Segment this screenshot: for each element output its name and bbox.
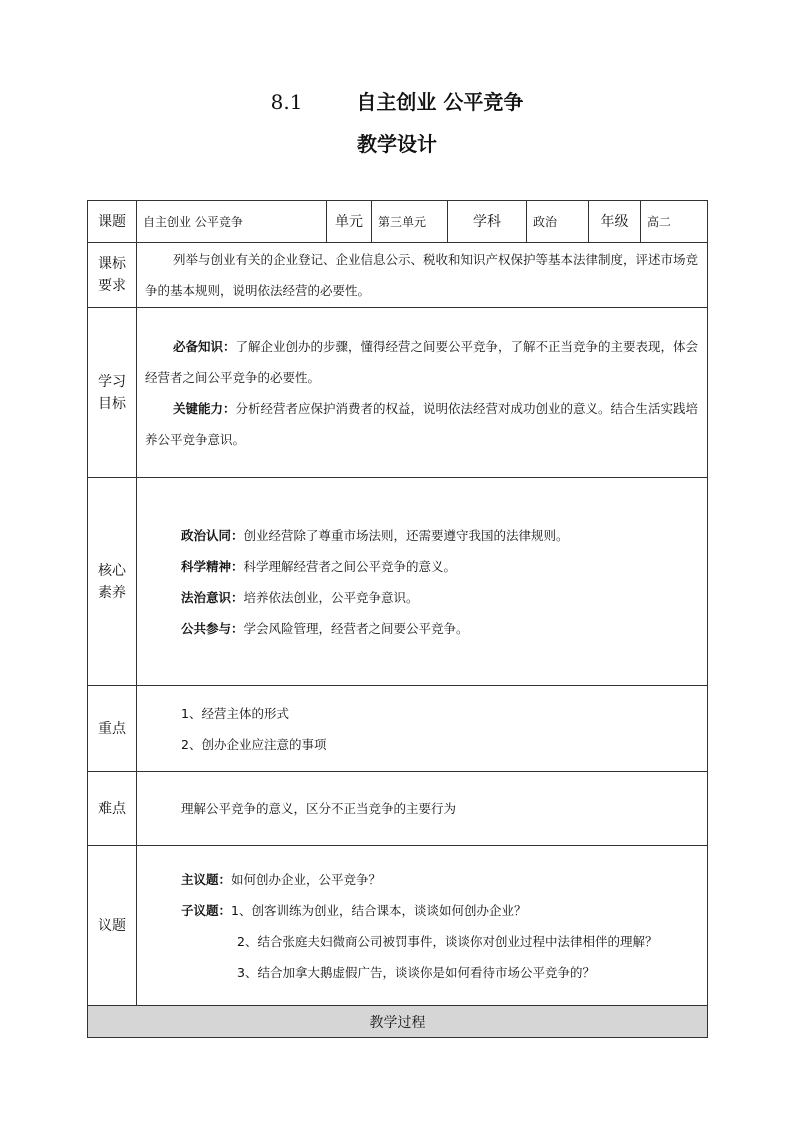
teaching-process-header: 教学过程 [88, 1006, 708, 1038]
literacy-item-text: 创业经营除了尊重市场法则，还需要遵守我国的法律规则。 [243, 527, 569, 543]
literacy-item-text: 培养依法创业，公平竞争意识。 [243, 589, 419, 605]
goals-row [88, 308, 708, 478]
key-points-label: 重点 [88, 686, 137, 772]
lesson-plan-table [87, 200, 708, 1038]
standard-label-line-2: 要求 [98, 278, 126, 294]
section-number: 8.1 [270, 90, 303, 114]
topic-value: 自主创业 公平竞争 [137, 201, 327, 243]
literacy-item-label: 政治认同： [181, 527, 244, 543]
goals-label [88, 308, 137, 478]
standard-row [88, 243, 708, 308]
difficulty-label: 难点 [88, 772, 137, 846]
document-title [0, 86, 794, 115]
grade-label: 年级 [589, 201, 641, 243]
standard-text: 列举与创业有关的企业登记、企业信息公示、税收和知识产权保护等基本法律制度，评述市场竞争的基本规则，说明依法经营的必要性。 [145, 252, 699, 298]
knowledge-text: 了解企业创办的步骤，懂得经营之间要公平竞争，了解不正当竞争的主要表现，体会经营者之间公平竞争的必要性。 [145, 338, 699, 385]
standard-cell [137, 243, 708, 308]
goals-label-line-2: 目标 [98, 395, 126, 412]
sub-issue-label: 子议题： [181, 902, 232, 918]
subject-value: 政治 [527, 201, 589, 243]
ability-text: 分析经营者应保护消费者的权益，说明依法经营对成功创业的意义。结合生活实践培养公平竞争意识。 [145, 400, 699, 447]
standard-label-line-1: 课标 [98, 256, 126, 272]
lesson-title: 自主创业 公平竞争 [356, 90, 524, 114]
literacy-item [145, 520, 699, 551]
issues-row [88, 846, 708, 1006]
goals-knowledge [145, 331, 699, 393]
knowledge-label: 必备知识： [173, 338, 236, 354]
literacy-item-text: 科学理解经营者之间公平竞争的意义。 [243, 558, 457, 574]
issues-label: 议题 [88, 846, 137, 1006]
goals-ability [145, 393, 699, 455]
grade-value: 高二 [641, 201, 708, 243]
key-points-cell [137, 686, 708, 772]
literacy-item [145, 582, 699, 613]
goals-label-line-1: 学习 [98, 373, 126, 390]
key-point-item: 1、经营主体的形式 [181, 705, 289, 721]
literacy-label-line-1: 核心 [98, 562, 126, 579]
difficulty-row [88, 772, 708, 846]
literacy-label [88, 478, 137, 686]
document-subtitle: 教学设计 [357, 132, 437, 156]
goals-cell [137, 308, 708, 478]
sub-issue-first [145, 895, 699, 926]
info-row [88, 201, 708, 243]
sub-issue-item: 2、结合张庭夫妇微商公司被罚事件，谈谈你对创业过程中法律相伴的理解？ [237, 933, 658, 949]
standard-label [88, 243, 137, 308]
main-issue-text: 如何创办企业，公平竞争？ [231, 871, 382, 887]
literacy-cell [137, 478, 708, 686]
key-points-row [88, 686, 708, 772]
subject-label: 学科 [448, 201, 527, 243]
topic-label: 课题 [88, 201, 137, 243]
literacy-item [145, 613, 699, 644]
literacy-item [145, 551, 699, 582]
literacy-label-line-2: 素养 [98, 584, 126, 601]
main-issue [145, 864, 699, 895]
ability-label: 关键能力： [173, 400, 236, 416]
issues-cell [137, 846, 708, 1006]
literacy-item-label: 法治意识： [181, 589, 244, 605]
difficulty-cell [137, 772, 708, 846]
literacy-item-label: 科学精神： [181, 558, 244, 574]
unit-value: 第三单元 [372, 201, 448, 243]
sub-issue-item: 3、结合加拿大鹅虚假广告，谈谈你是如何看待市场公平竞争的？ [237, 964, 595, 980]
main-issue-label: 主议题： [181, 871, 232, 887]
literacy-item-label: 公共参与： [181, 620, 244, 636]
unit-label: 单元 [327, 201, 372, 243]
literacy-row [88, 478, 708, 686]
difficulty-text: 理解公平竞争的意义，区分不正当竞争的主要行为 [181, 801, 457, 816]
key-point-item: 2、创办企业应注意的事项 [181, 736, 327, 752]
footer-row [88, 1006, 708, 1038]
literacy-item-text: 学会风险管理，经营者之间要公平竞争。 [243, 620, 469, 636]
sub-issue-text: 1、创客训练为创业，结合课本，谈谈如何创办企业？ [231, 902, 527, 918]
